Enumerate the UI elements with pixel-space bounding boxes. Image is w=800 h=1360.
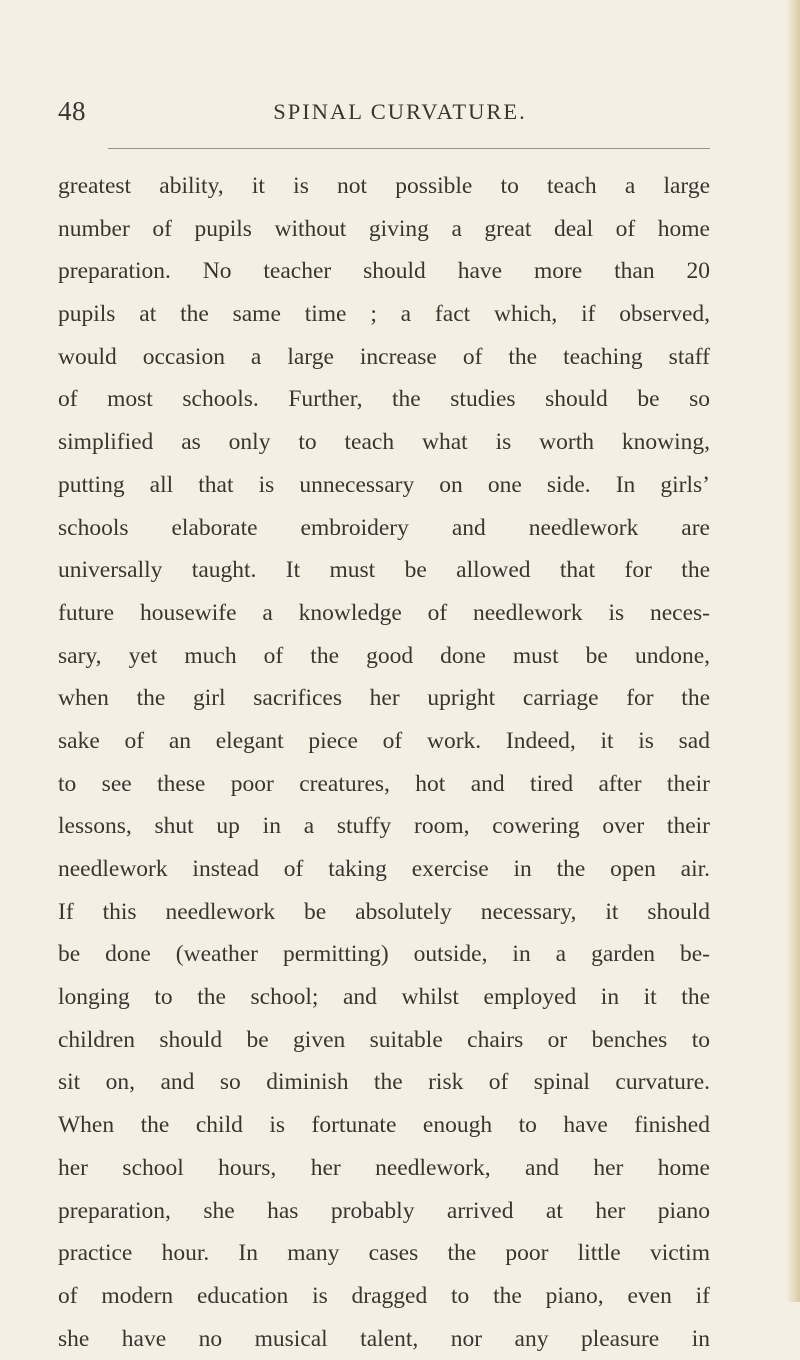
text-line: preparation, she has probably arrived at her piano [58, 1197, 710, 1224]
text-line: children should be given suitable chairs or benches to [58, 1026, 710, 1053]
text-line: preparation. No teacher should have more than 20 [58, 258, 710, 285]
text-line: be done (weather permitting) outside, in a garden be- [58, 941, 710, 968]
text-line: If this needlework be absolutely necessary, it should [58, 898, 710, 925]
header-rule [108, 148, 710, 149]
text-line: to see these poor creatures, hot and tired after their [58, 770, 710, 797]
text-line: sake of an elegant piece of work. Indeed, it is sad [58, 727, 710, 754]
page-edge-shadow [786, 0, 800, 1302]
text-line: when the girl sacrifices her upright carriage for the [58, 685, 710, 712]
text-line: sit on, and so diminish the risk of spinal curvature. [58, 1069, 710, 1096]
text-line: schools elaborate embroidery and needlework are [58, 514, 710, 541]
text-line: of most schools. Further, the studies should be so [58, 386, 710, 413]
body-text [58, 165, 710, 1360]
text-line: her school hours, her needlework, and her home [58, 1154, 710, 1181]
text-line: longing to the school; and whilst employed in it the [58, 984, 710, 1011]
text-line: future housewife a knowledge of needlework is neces- [58, 599, 710, 626]
page-number: 48 [58, 96, 86, 126]
text-line: When the child is fortunate enough to have finished [58, 1112, 710, 1139]
text-line: simplified as only to teach what is worth knowing, [58, 429, 710, 456]
text-line: number of pupils without giving a great deal of home [58, 215, 710, 242]
text-line: lessons, shut up in a stuffy room, cowering over their [58, 813, 710, 840]
text-line: practice hour. In many cases the poor little victim [58, 1240, 710, 1267]
text-line: she have no musical talent, nor any pleasure in [58, 1325, 710, 1352]
text-line: sary, yet much of the good done must be undone, [58, 642, 710, 669]
text-line: of modern education is dragged to the piano, even if [58, 1282, 710, 1309]
text-line: needlework instead of taking exercise in the open air. [58, 856, 710, 882]
text-line: would occasion a large increase of the teaching staff [58, 343, 710, 370]
text-line: greatest ability, it is not possible to teach a large [58, 173, 710, 199]
text-line: putting all that is unnecessary on one side. In girls’ [58, 471, 710, 498]
running-title: SPINAL CURVATURE. [273, 99, 527, 124]
text-line: pupils at the same time ; a fact which, if observed, [58, 301, 710, 328]
text-line: universally taught. It must be allowed that for the [58, 557, 710, 584]
